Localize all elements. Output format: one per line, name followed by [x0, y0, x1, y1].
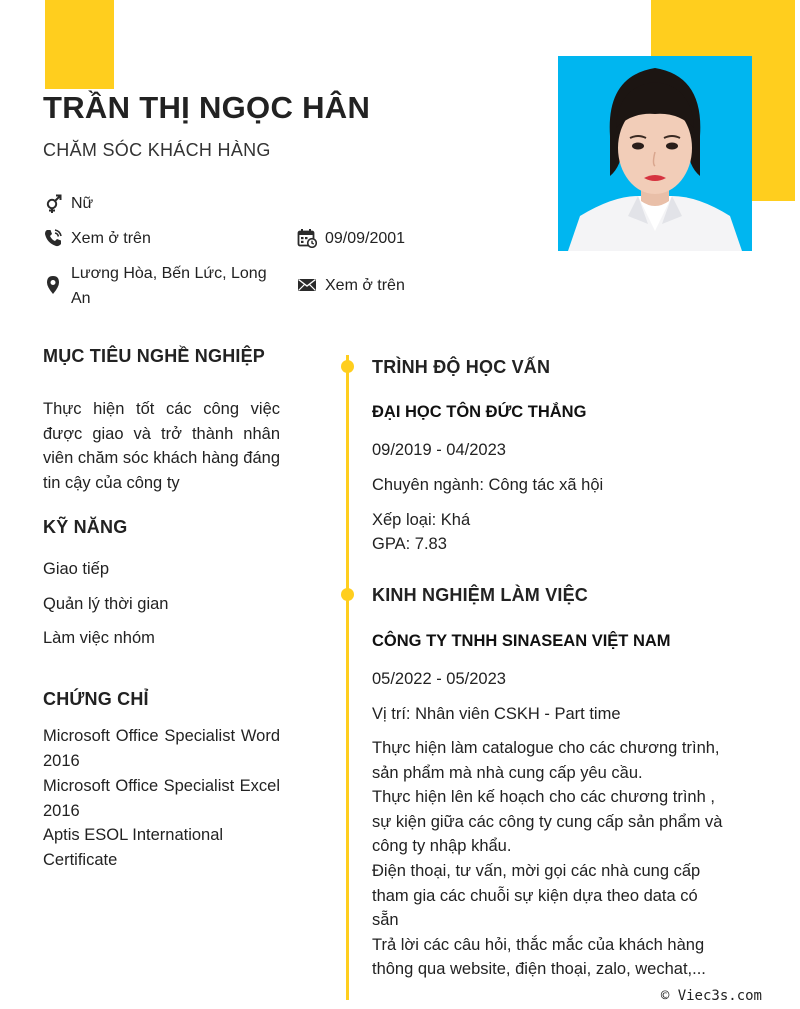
skills-heading: KỸ NĂNG — [43, 517, 128, 537]
certificates-heading: CHỨNG CHỈ — [43, 689, 149, 709]
education-period: 09/2019 - 04/2023 — [372, 441, 506, 459]
experience-position: Vị trí: Nhân viên CSKH - Part time — [372, 705, 621, 723]
timeline-dot — [341, 588, 354, 601]
duty-item: Thực hiện lên kế hoạch cho các chương trình , sự kiện giữa các công ty cung cấp sản phẩm và công ty nhập khẩu. — [372, 788, 723, 856]
address-value: Lương Hòa, Bến Lức, Long An — [71, 265, 267, 307]
certificate-item: Aptis ESOL International Certificate — [43, 826, 224, 869]
skill-item: Giao tiếp — [43, 560, 110, 578]
email-row — [297, 273, 537, 298]
duty-item: Thực hiện làm catalogue cho các chương trình, sản phẩm mà nhà cung cấp yêu cầu. — [372, 739, 720, 782]
phone-row — [43, 226, 283, 251]
location-icon — [43, 275, 63, 295]
duty-item: Trả lời các câu hỏi, thắc mắc của khách hàng thông qua website, điện thoại, zalo, wechat,... — [372, 935, 706, 979]
duty-item: Điện thoại, tư vấn, mời gọi các nhà cung cấp tham gia các chuỗi sự kiện dựa theo data có sẵn — [372, 861, 701, 930]
calendar-icon — [297, 228, 317, 248]
candidate-name: TRẦN THỊ NGỌC HÂN — [43, 90, 371, 125]
mail-icon — [297, 275, 317, 295]
skill-item: Quản lý thời gian — [43, 595, 169, 613]
profile-photo — [558, 56, 752, 251]
job-title: CHĂM SÓC KHÁCH HÀNG — [43, 140, 271, 160]
certificate-item: Microsoft Office Specialist Excel 2016 — [43, 777, 280, 820]
education-major: Chuyên ngành: Công tác xã hội — [372, 476, 604, 494]
skill-item: Làm việc nhóm — [43, 629, 155, 647]
education-gpa: GPA: 7.83 — [372, 535, 447, 553]
objective-heading: MỤC TIÊU NGHỀ NGHIỆP — [43, 346, 266, 366]
watermark: © Viec3s.com — [660, 988, 762, 1004]
phone-icon — [43, 228, 63, 248]
experience-period: 05/2022 - 05/2023 — [372, 670, 506, 688]
timeline-dot — [341, 360, 354, 373]
gender-row — [43, 191, 283, 216]
decor-block-left — [45, 0, 114, 89]
education-heading: TRÌNH ĐỘ HỌC VẤN — [372, 357, 551, 377]
timeline-line — [346, 355, 349, 1000]
birthday-value: 09/09/2001 — [325, 230, 406, 247]
school-name: ĐẠI HỌC TÔN ĐỨC THẮNG — [372, 403, 587, 421]
company-name: CÔNG TY TNHH SINASEAN VIỆT NAM — [372, 632, 671, 650]
experience-heading: KINH NGHIỆM LÀM VIỆC — [372, 585, 589, 605]
birthday-row — [297, 226, 537, 251]
gender-value: Nữ — [71, 195, 94, 212]
certificate-item: Microsoft Office Specialist Word 2016 — [43, 727, 280, 770]
experience-duties — [372, 736, 724, 982]
gender-icon — [43, 193, 63, 213]
email-value: Xem ở trên — [325, 277, 405, 294]
objective-text: Thực hiện tốt các công việc được giao và trở thành nhân viên chăm sóc khách hàng đáng tin cậy của công ty — [43, 400, 280, 492]
education-rank: Xếp loại: Khá — [372, 511, 471, 529]
phone-value: Xem ở trên — [71, 230, 151, 247]
address-row — [43, 261, 283, 311]
